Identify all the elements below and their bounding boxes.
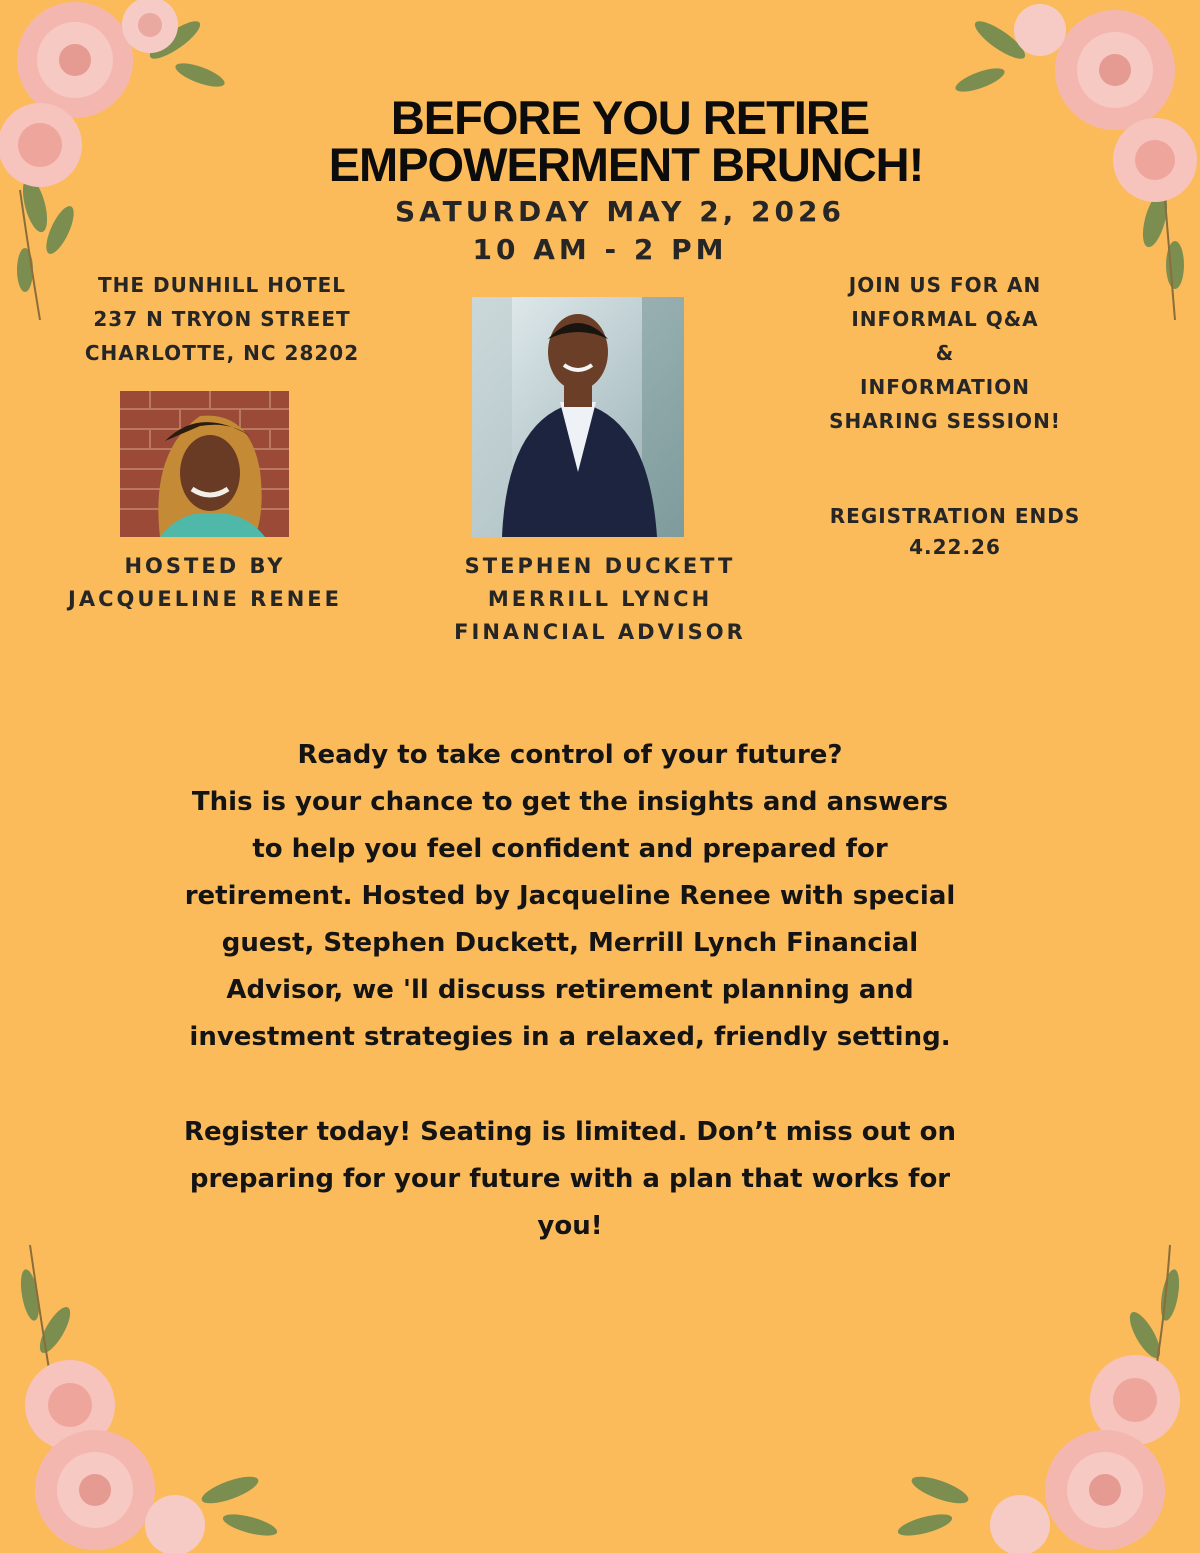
registration-block — [795, 501, 1115, 563]
venue-street: 237 N TRYON STREET — [93, 307, 351, 331]
description-line: Ready to take control of your future? — [297, 740, 843, 770]
registration-date: 4.22.26 — [909, 535, 1001, 559]
event-time: 10 AM - 2 PM — [472, 233, 728, 266]
info-line4: INFORMATION — [860, 375, 1030, 399]
description-line: guest, Stephen Duckett, Merrill Lynch Financial — [221, 928, 919, 958]
guest-caption — [420, 550, 780, 649]
info-line2: INFORMAL Q&A — [851, 307, 1039, 331]
description-line: This is your chance to get the insights and answers — [191, 787, 949, 817]
host-caption — [40, 550, 370, 616]
guest-photo — [472, 297, 684, 537]
call-to-action-paragraph — [100, 1109, 1040, 1250]
description-line: retirement. Hosted by Jacqueline Renee with special — [184, 881, 956, 911]
info-line3: & — [935, 341, 955, 365]
guest-role: FINANCIAL ADVISOR — [454, 620, 746, 644]
host-photo — [120, 391, 289, 537]
cta-line: Register today! Seating is limited. Don’t miss out on — [184, 1117, 956, 1147]
description-paragraph — [100, 732, 1040, 1061]
guest-company: MERRILL LYNCH — [487, 587, 713, 611]
description-line: to help you feel confident and prepared for — [252, 834, 888, 864]
floral-corner-bottom-right — [880, 1235, 1200, 1553]
info-line5: SHARING SESSION! — [829, 409, 1061, 433]
event-title-line1: BEFORE YOU RETIRE — [390, 91, 870, 144]
floral-corner-bottom-left — [0, 1235, 290, 1553]
info-block — [795, 268, 1095, 438]
registration-label: REGISTRATION ENDS — [829, 504, 1081, 528]
host-name: JACQUELINE RENEE — [68, 587, 342, 611]
description-line: investment strategies in a relaxed, friendly setting. — [189, 1022, 951, 1052]
venue-block — [62, 268, 382, 370]
description-line: Advisor, we 'll discuss retirement planning and — [226, 975, 914, 1005]
cta-line: preparing for your future with a plan that works for — [189, 1164, 951, 1194]
host-label: HOSTED BY — [124, 554, 286, 578]
venue-city: CHARLOTTE, NC 28202 — [84, 341, 360, 365]
info-line1: JOIN US FOR AN — [848, 273, 1042, 297]
venue-name: THE DUNHILL HOTEL — [97, 273, 346, 297]
event-title-line2: EMPOWERMENT BRUNCH! — [328, 138, 924, 191]
guest-name: STEPHEN DUCKETT — [464, 554, 736, 578]
cta-line: you! — [537, 1211, 603, 1241]
event-date: SATURDAY MAY 2, 2026 — [395, 195, 845, 228]
